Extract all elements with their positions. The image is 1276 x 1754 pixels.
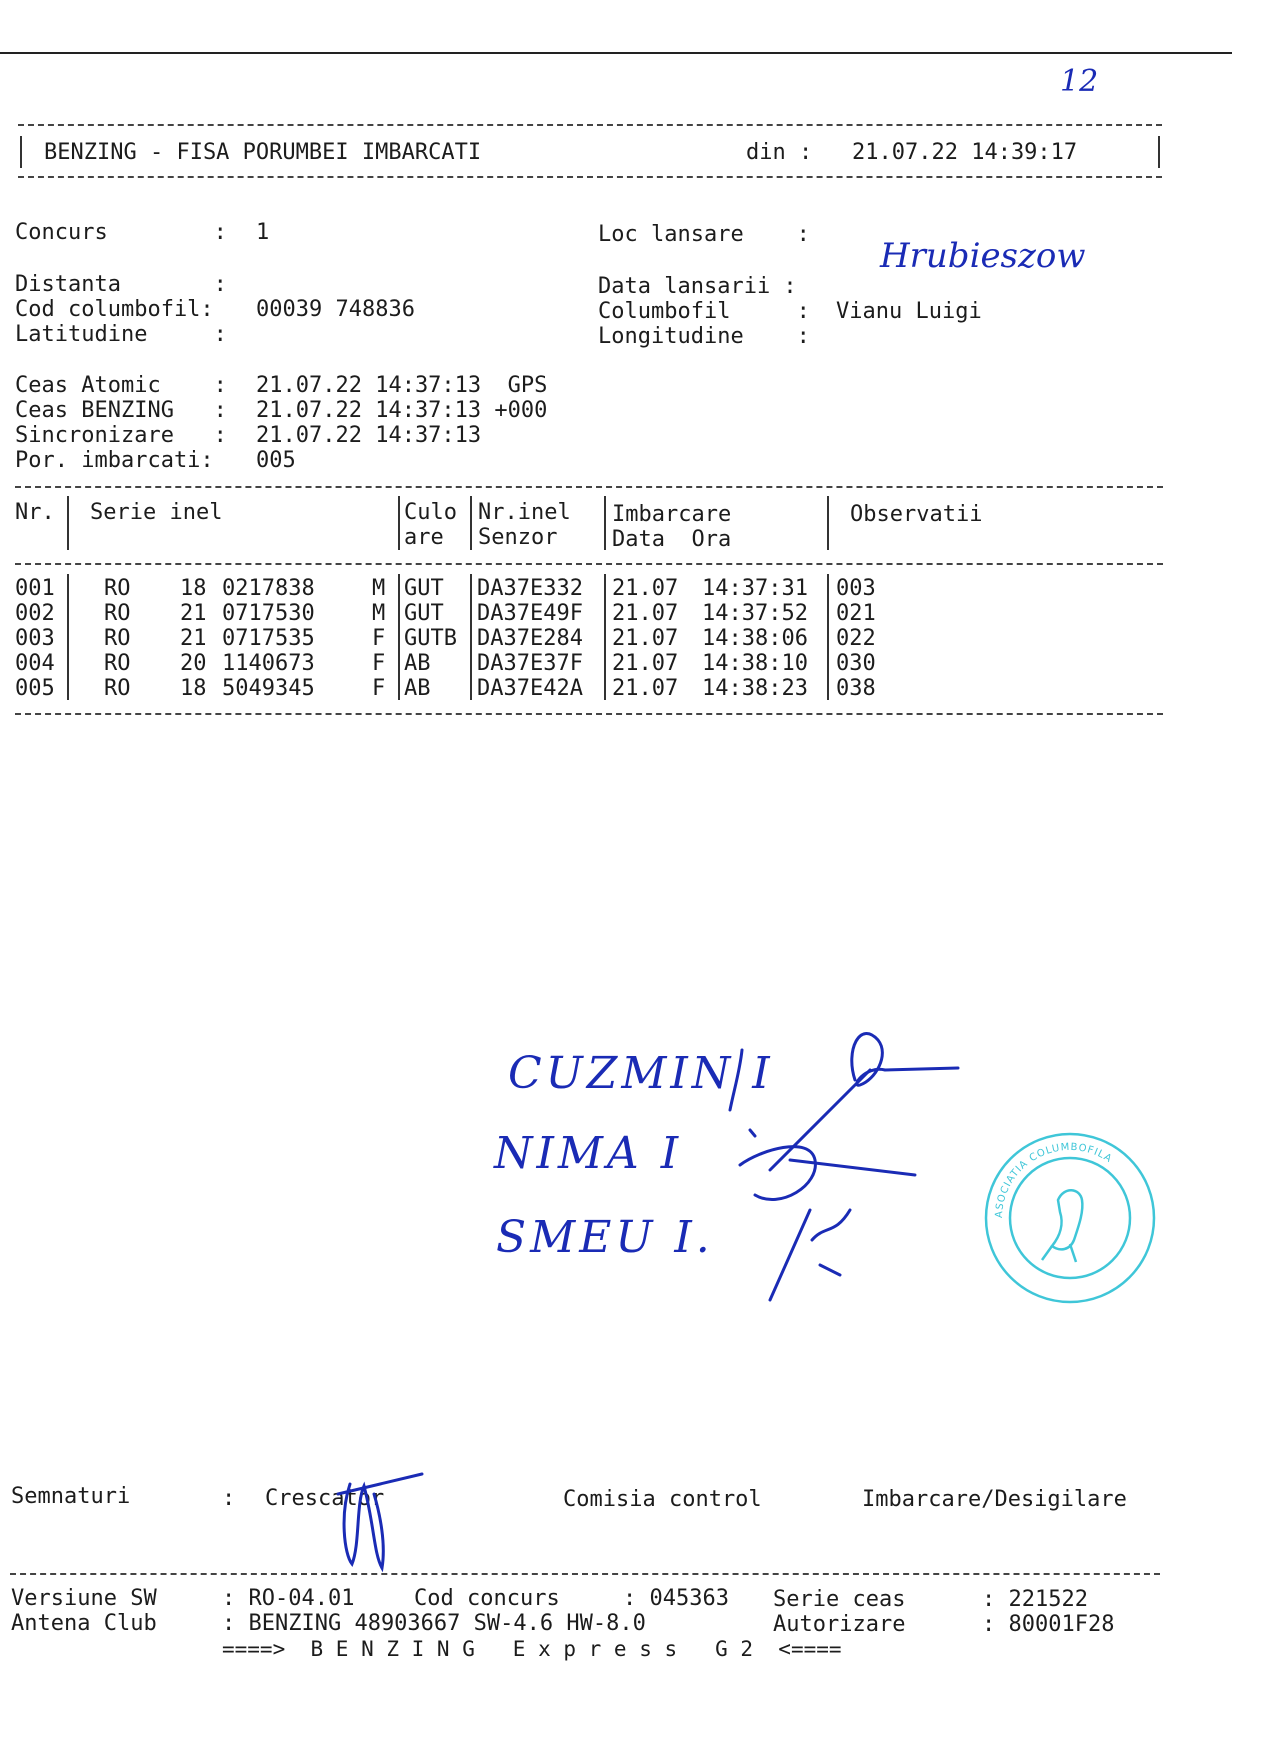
versiune-sw-value: : RO-04.01 xyxy=(222,1586,355,1611)
comisia-control-label: Comisia control xyxy=(563,1487,762,1512)
row-color: AB xyxy=(404,676,431,701)
col-bar xyxy=(67,496,69,550)
header-senzor-1: Nr.inel xyxy=(478,500,571,525)
data-lansarii-label: Data lansarii : xyxy=(598,274,797,299)
cod-concurs-value: : 045363 xyxy=(623,1586,729,1611)
handwritten-name-3: SMEU I. xyxy=(496,1212,714,1263)
col-bar xyxy=(398,496,400,550)
distanta-label: Distanta : xyxy=(15,272,227,297)
row-ring: 0717535 xyxy=(222,626,315,651)
row-country: RO xyxy=(104,676,131,701)
row-nr: 005 xyxy=(15,676,55,701)
row-sensor: DA37E332 xyxy=(477,576,583,601)
ceas-atomic-label: Ceas Atomic : xyxy=(15,373,227,398)
serie-ceas-label: Serie ceas xyxy=(773,1587,906,1612)
row-ring: 1140673 xyxy=(222,651,315,676)
header-imbarcare-1: Imbarcare xyxy=(612,502,732,527)
crescator-signature xyxy=(330,1464,440,1574)
row-nr: 002 xyxy=(15,601,55,626)
row-date: 21.07 xyxy=(612,676,679,701)
sheet-date-value: 21.07.22 14:39:17 xyxy=(852,140,1078,165)
row-time: 14:38:10 xyxy=(702,651,808,676)
row-obs: 003 xyxy=(836,576,876,601)
row-country: RO xyxy=(104,626,131,651)
row-obs: 038 xyxy=(836,676,876,701)
por-imbarcati-label: Por. imbarcati: xyxy=(15,448,214,473)
row-sex: F xyxy=(372,676,386,701)
row-sex: M xyxy=(372,576,386,601)
row-year: 18 xyxy=(180,676,207,701)
row-obs: 030 xyxy=(836,651,876,676)
col-bar xyxy=(604,574,606,700)
col-bar xyxy=(470,574,472,700)
header-observatii: Observatii xyxy=(850,502,983,527)
row-sensor: DA37E49F xyxy=(477,601,583,626)
serie-ceas-value: : 221522 xyxy=(982,1587,1088,1612)
handwritten-release-place: Hrubieszow xyxy=(880,236,1086,276)
col-bar xyxy=(470,496,472,550)
handwritten-name-2: NIMA I xyxy=(494,1128,683,1179)
col-bar xyxy=(827,496,829,550)
row-year: 21 xyxy=(180,626,207,651)
cod-columbofil-label: Cod columbofil: xyxy=(15,297,214,322)
header-bottom-border xyxy=(18,176,1162,178)
row-year: 20 xyxy=(180,651,207,676)
header-serie-inel: Serie inel xyxy=(90,500,223,525)
columbofil-value: Vianu Luigi xyxy=(836,299,982,324)
latitudine-label: Latitudine : xyxy=(15,322,227,347)
sincronizare-label: Sincronizare : xyxy=(15,423,227,448)
header-top-border xyxy=(18,124,1162,126)
columbofil-label: Columbofil : xyxy=(598,299,810,324)
header-left-bar xyxy=(20,136,22,168)
row-ring: 0217838 xyxy=(222,576,315,601)
row-country: RO xyxy=(104,576,131,601)
club-stamp xyxy=(980,1128,1160,1308)
row-time: 14:38:06 xyxy=(702,626,808,651)
antena-club-label: Antena Club xyxy=(11,1611,157,1636)
row-nr: 001 xyxy=(15,576,55,601)
row-color: GUT xyxy=(404,601,444,626)
por-imbarcati-value: 005 xyxy=(256,448,296,473)
ceas-benzing-value: 21.07.22 14:37:13 +000 xyxy=(256,398,548,423)
cod-concurs-label: Cod concurs xyxy=(414,1586,560,1611)
header-senzor-2: Senzor xyxy=(478,525,558,550)
row-nr: 004 xyxy=(15,651,55,676)
row-time: 14:37:31 xyxy=(702,576,808,601)
col-bar xyxy=(398,574,400,700)
row-sensor: DA37E37F xyxy=(477,651,583,676)
row-sensor: DA37E42A xyxy=(477,676,583,701)
row-year: 21 xyxy=(180,601,207,626)
ceas-atomic-value: 21.07.22 14:37:13 GPS xyxy=(256,373,548,398)
row-color: AB xyxy=(404,651,431,676)
signature-scribbles xyxy=(700,1010,980,1310)
row-sex: F xyxy=(372,651,386,676)
row-color: GUTB xyxy=(404,626,457,651)
row-sex: M xyxy=(372,601,386,626)
semnaturi-label: Semnaturi xyxy=(11,1484,131,1509)
header-right-bar xyxy=(1158,136,1160,168)
row-date: 21.07 xyxy=(612,576,679,601)
sheet-date-label: din : xyxy=(746,140,813,165)
semnaturi-colon: : xyxy=(222,1486,236,1511)
header-nr: Nr. xyxy=(15,500,55,525)
col-bar xyxy=(604,496,606,550)
ceas-benzing-label: Ceas BENZING : xyxy=(15,398,227,423)
autorizare-value: : 80001F28 xyxy=(982,1612,1115,1637)
autorizare-label: Autorizare xyxy=(773,1612,906,1637)
top-rule xyxy=(0,52,1232,54)
table-top-border xyxy=(15,486,1163,488)
sincronizare-value: 21.07.22 14:37:13 xyxy=(256,423,482,448)
benzing-banner: ====> B E N Z I N G E x p r e s s G 2 <==== xyxy=(222,1637,842,1661)
stamp-text: ASOCIATIA COLUMBOFILA xyxy=(993,1141,1115,1219)
concurs-label: Concurs : xyxy=(15,220,227,245)
header-culoare-1: Culo xyxy=(404,500,457,525)
handwritten-name-1: CUZMIN I xyxy=(508,1048,774,1099)
table-header-border xyxy=(15,563,1163,565)
antena-club-value: : BENZING 48903667 SW-4.6 HW-8.0 xyxy=(222,1611,646,1636)
row-date: 21.07 xyxy=(612,651,679,676)
row-obs: 022 xyxy=(836,626,876,651)
header-imbarcare-2: Data Ora xyxy=(612,527,732,552)
footer-border xyxy=(10,1573,1160,1575)
row-sensor: DA37E284 xyxy=(477,626,583,651)
col-bar xyxy=(67,574,69,700)
table-bottom-border xyxy=(15,713,1163,715)
row-ring: 5049345 xyxy=(222,676,315,701)
versiune-sw-label: Versiune SW xyxy=(11,1586,157,1611)
row-sex: F xyxy=(372,626,386,651)
row-obs: 021 xyxy=(836,601,876,626)
row-time: 14:37:52 xyxy=(702,601,808,626)
imbarcare-desigilare-label: Imbarcare/Desigilare xyxy=(862,1487,1127,1512)
col-bar xyxy=(827,574,829,700)
crescator-label: Crescator xyxy=(265,1486,385,1511)
cod-columbofil-value: 00039 748836 xyxy=(256,297,415,322)
row-date: 21.07 xyxy=(612,626,679,651)
row-country: RO xyxy=(104,651,131,676)
sheet-title: BENZING - FISA PORUMBEI IMBARCATI xyxy=(44,140,482,165)
longitudine-label: Longitudine : xyxy=(598,324,810,349)
row-ring: 0717530 xyxy=(222,601,315,626)
loc-lansare-label: Loc lansare : xyxy=(598,222,810,247)
header-culoare-2: are xyxy=(404,525,444,550)
concurs-value: 1 xyxy=(256,220,270,245)
row-date: 21.07 xyxy=(612,601,679,626)
row-nr: 003 xyxy=(15,626,55,651)
row-time: 14:38:23 xyxy=(702,676,808,701)
handwritten-page-number: 12 xyxy=(1060,64,1099,99)
row-color: GUT xyxy=(404,576,444,601)
row-year: 18 xyxy=(180,576,207,601)
row-country: RO xyxy=(104,601,131,626)
